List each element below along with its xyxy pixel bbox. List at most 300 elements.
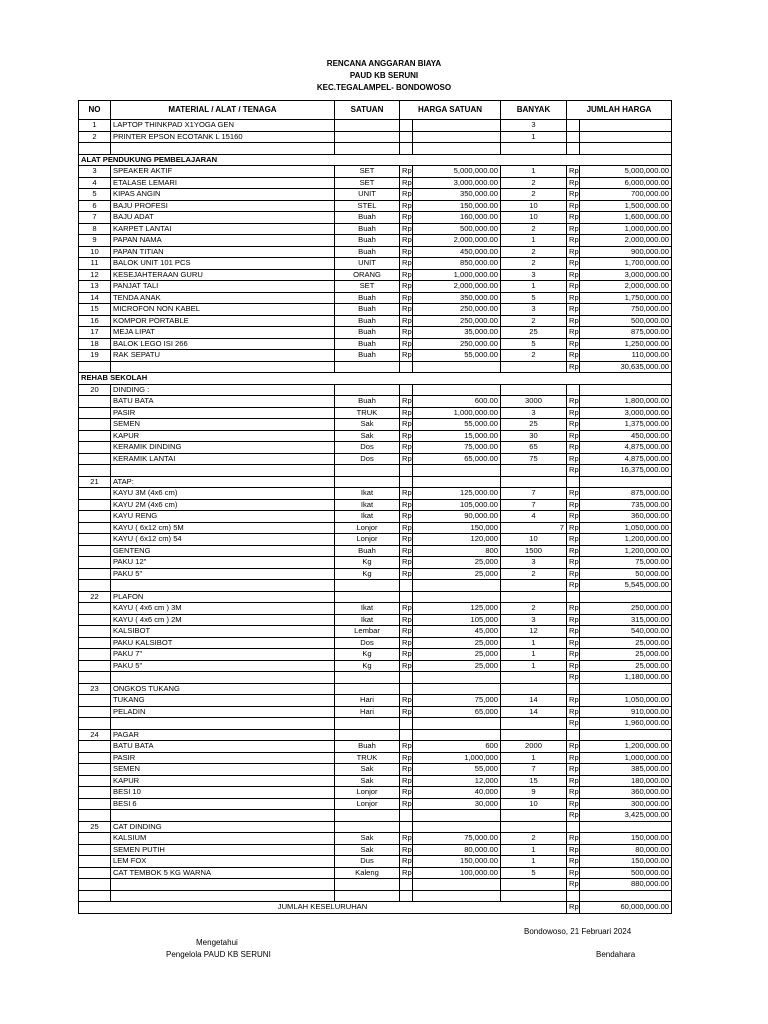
subtotal-value: 1,960,000.00 [580,718,672,730]
item-name: SEMEN [111,764,335,776]
item-quantity: 1 [501,281,567,293]
currency-cell: Rp [400,338,413,350]
item-quantity: 1 [501,752,567,764]
currency-cell [400,683,413,695]
item-unit: Buah [335,235,400,247]
row-number [79,396,111,408]
currency-cell [567,476,580,488]
item-total: 750,000.00 [580,304,672,316]
item-quantity: 3 [501,304,567,316]
col-header-quantity: BANYAK [501,101,567,120]
item-unit: Sak [335,775,400,787]
col-header-material: MATERIAL / ALAT / TENAGA [111,101,335,120]
table-row [79,453,672,465]
table-row [79,120,672,132]
item-quantity: 1 [501,649,567,661]
item-name: PAKU 5" [111,660,335,672]
table-row [79,131,672,143]
row-number [79,810,111,822]
item-total: 1,050,000.00 [580,695,672,707]
item-unit: Buah [335,741,400,753]
item-quantity: 1 [501,660,567,672]
currency-cell [400,729,413,741]
item-unit: TRUK [335,752,400,764]
item-total: 450,000.00 [580,430,672,442]
currency-cell: Rp [567,660,580,672]
empty-cell [79,890,111,902]
item-unit-price: 250,000.00 [413,315,501,327]
item-total: 110,000.00 [580,350,672,362]
item-unit: Lonjor [335,787,400,799]
currency-cell: Rp [400,292,413,304]
currency-cell: Rp [400,545,413,557]
item-name: BAJU PROFESI [111,200,335,212]
currency-cell: Rp [567,269,580,281]
item-name: LAPTOP THINKPAD X1YOGA GEN [111,120,335,132]
subtotal-value: 30,635,000.00 [580,361,672,373]
currency-cell: Rp [400,212,413,224]
item-quantity: 7 [501,522,567,534]
empty-cell [501,143,567,155]
item-unit-price [413,131,501,143]
item-unit: Buah [335,292,400,304]
item-quantity [501,729,567,741]
item-unit: UNIT [335,189,400,201]
item-quantity [501,476,567,488]
item-quantity: 7 [501,488,567,500]
section-title: REHAB SEKOLAH [79,373,672,385]
row-number: 8 [79,223,111,235]
item-name: BESI 10 [111,787,335,799]
item-name: BALOK LEGO ISI 266 [111,338,335,350]
currency-cell: Rp [567,580,580,592]
currency-cell [567,729,580,741]
currency-cell: Rp [400,511,413,523]
item-unit-price: 75,000.00 [413,442,501,454]
currency-cell: Rp [567,258,580,270]
item-name: KAYU ( 6x12 cm) 5M [111,522,335,534]
item-name: PLAFON [111,591,335,603]
item-name: LEM FOX [111,856,335,868]
currency-cell: Rp [400,660,413,672]
item-quantity: 9 [501,787,567,799]
item-unit-price: 150,000.00 [413,856,501,868]
currency-cell: Rp [400,752,413,764]
item-quantity: 3 [501,120,567,132]
currency-cell: Rp [567,752,580,764]
table-row [79,798,672,810]
row-number [79,603,111,615]
currency-cell: Rp [567,419,580,431]
item-unit: Lonjor [335,534,400,546]
currency-cell: Rp [400,430,413,442]
subtotal-row [79,465,672,477]
item-name: KAYU ( 4x6 cm ) 3M [111,603,335,615]
item-name: KAYU 2M (4x6 cm) [111,499,335,511]
row-number [79,637,111,649]
item-unit-price: 55,000.00 [413,350,501,362]
currency-cell: Rp [400,269,413,281]
item-quantity: 14 [501,706,567,718]
item-unit-price: 800 [413,545,501,557]
item-name [111,361,335,373]
currency-cell: Rp [400,177,413,189]
item-quantity: 7 [501,499,567,511]
item-unit-price: 350,000.00 [413,292,501,304]
row-number [79,511,111,523]
item-total: 360,000.00 [580,511,672,523]
item-total: 1,700,000.00 [580,258,672,270]
item-unit: Ikat [335,488,400,500]
item-name: CAT DINDING [111,821,335,833]
currency-cell [400,384,413,396]
table-row [79,407,672,419]
row-number: 19 [79,350,111,362]
table-row [79,695,672,707]
subtotal-row [79,718,672,730]
currency-cell: Rp [567,361,580,373]
empty-cell [400,143,413,155]
row-number [79,499,111,511]
item-unit-price: 75,000 [413,695,501,707]
item-total: 25,000.00 [580,660,672,672]
item-quantity [501,672,567,684]
item-unit: Kg [335,649,400,661]
currency-cell: Rp [400,246,413,258]
table-row [79,200,672,212]
currency-cell: Rp [400,603,413,615]
row-number: 4 [79,177,111,189]
col-header-unit: SATUAN [335,101,400,120]
item-name: PANJAT TALI [111,281,335,293]
item-unit-price: 90,000.00 [413,511,501,523]
item-quantity: 10 [501,534,567,546]
currency-cell [400,810,413,822]
item-unit-price: 600.00 [413,396,501,408]
item-unit: Dos [335,453,400,465]
currency-cell: Rp [567,775,580,787]
row-number [79,442,111,454]
table-body [79,120,672,914]
table-row [79,327,672,339]
item-quantity [501,384,567,396]
table-row [79,476,672,488]
row-number [79,430,111,442]
row-number: 16 [79,315,111,327]
row-number: 22 [79,591,111,603]
currency-cell: Rp [400,258,413,270]
item-unit: Lonjor [335,522,400,534]
section-header-row [79,373,672,385]
subtotal-value: 1,180,000.00 [580,672,672,684]
row-number [79,419,111,431]
currency-cell: Rp [400,706,413,718]
currency-cell: Rp [400,787,413,799]
table-row [79,637,672,649]
item-quantity: 5 [501,292,567,304]
item-unit-price: 1,000,000 [413,752,501,764]
item-total: 25,000.00 [580,637,672,649]
row-number: 2 [79,131,111,143]
currency-cell: Rp [400,798,413,810]
table-row [79,856,672,868]
table-row [79,614,672,626]
currency-cell: Rp [567,637,580,649]
item-name: TUKANG [111,695,335,707]
currency-cell: Rp [400,223,413,235]
item-name: PAGAR [111,729,335,741]
item-total: 1,375,000.00 [580,419,672,431]
item-name: BAJU ADAT [111,212,335,224]
item-unit-price: 25,000 [413,637,501,649]
row-number [79,867,111,879]
item-name: GENTENG [111,545,335,557]
item-quantity: 3 [501,614,567,626]
currency-cell: Rp [567,522,580,534]
table-row [79,591,672,603]
item-quantity: 10 [501,200,567,212]
item-total [580,729,672,741]
item-unit-price: 25,000 [413,568,501,580]
row-number [79,361,111,373]
currency-cell: Rp [400,281,413,293]
item-unit-price: 500,000.00 [413,223,501,235]
empty-cell [413,890,501,902]
currency-cell: Rp [567,407,580,419]
row-number [79,453,111,465]
table-row [79,545,672,557]
manager-title: Pengelola PAUD KB SERUNI [166,950,271,959]
item-quantity: 2 [501,223,567,235]
treasurer-title: Bendahara [596,950,636,959]
table-row [79,833,672,845]
item-quantity: 1 [501,856,567,868]
currency-cell [567,131,580,143]
item-quantity [501,465,567,477]
budget-table [78,100,672,914]
item-unit [335,729,400,741]
item-quantity: 14 [501,695,567,707]
item-total [580,384,672,396]
item-name: SEMEN [111,419,335,431]
currency-cell: Rp [567,626,580,638]
item-name: BATU BATA [111,741,335,753]
currency-cell: Rp [400,695,413,707]
item-quantity: 7 [501,764,567,776]
table-row [79,821,672,833]
currency-cell: Rp [567,430,580,442]
item-quantity: 1 [501,637,567,649]
currency-cell: Rp [400,235,413,247]
table-row [79,223,672,235]
table-row [79,419,672,431]
row-number: 1 [79,120,111,132]
currency-cell: Rp [400,534,413,546]
empty-cell [335,143,400,155]
empty-cell [111,143,335,155]
currency-cell [567,384,580,396]
currency-cell: Rp [567,718,580,730]
table-row [79,350,672,362]
item-quantity: 1500 [501,545,567,557]
table-row [79,281,672,293]
item-unit-price: 125,000.00 [413,488,501,500]
item-unit-price [413,476,501,488]
item-unit: Ikat [335,511,400,523]
currency-cell: Rp [400,637,413,649]
currency-cell: Rp [400,649,413,661]
item-unit: Sak [335,764,400,776]
item-name: PASIR [111,407,335,419]
blank-row [79,143,672,155]
item-name: KALSIBOT [111,626,335,638]
item-unit: Sak [335,833,400,845]
item-unit [335,821,400,833]
item-unit-price: 25,000 [413,557,501,569]
currency-cell: Rp [567,166,580,178]
row-number: 20 [79,384,111,396]
item-unit-price: 30,000 [413,798,501,810]
item-quantity: 75 [501,453,567,465]
currency-cell: Rp [400,166,413,178]
item-quantity [501,580,567,592]
empty-cell [400,890,413,902]
item-total: 910,000.00 [580,706,672,718]
row-number [79,844,111,856]
row-number [79,465,111,477]
currency-cell: Rp [400,350,413,362]
row-number [79,649,111,661]
table-row [79,396,672,408]
currency-cell: Rp [400,844,413,856]
item-unit-price: 850,000.00 [413,258,501,270]
item-quantity [501,591,567,603]
row-number: 13 [79,281,111,293]
item-total: 5,000,000.00 [580,166,672,178]
item-total: 80,000.00 [580,844,672,856]
currency-cell: Rp [400,315,413,327]
item-quantity: 1 [501,166,567,178]
currency-cell: Rp [400,189,413,201]
item-total: 50,000.00 [580,568,672,580]
item-total: 385,000.00 [580,764,672,776]
item-unit: Lonjor [335,798,400,810]
item-name: KAYU ( 6x12 cm) 54 [111,534,335,546]
item-unit-price: 1,000,000.00 [413,269,501,281]
item-unit-price: 120,000 [413,534,501,546]
currency-cell [567,591,580,603]
item-total: 75,000.00 [580,557,672,569]
item-total: 300,000.00 [580,798,672,810]
row-number: 11 [79,258,111,270]
item-name: KAYU ( 4x6 cm ) 2M [111,614,335,626]
currency-cell: Rp [567,200,580,212]
currency-cell: Rp [567,603,580,615]
currency-cell: Rp [567,453,580,465]
item-name: KIPAS ANGIN [111,189,335,201]
currency-cell: Rp [567,545,580,557]
currency-cell [400,580,413,592]
section-title: ALAT PENDUKUNG PEMBELAJARAN [79,154,672,166]
currency-cell: Rp [567,235,580,247]
item-unit: Hari [335,695,400,707]
item-unit: Buah [335,315,400,327]
currency-cell: Rp [400,741,413,753]
row-number: 12 [79,269,111,281]
item-unit-price: 25,000 [413,660,501,672]
table-row [79,315,672,327]
item-unit: Dus [335,856,400,868]
item-unit: Buah [335,350,400,362]
item-unit-price: 3,000,000.00 [413,177,501,189]
item-unit-price [413,821,501,833]
table-row [79,384,672,396]
table-row [79,499,672,511]
row-number: 21 [79,476,111,488]
item-quantity: 10 [501,212,567,224]
table-row [79,430,672,442]
currency-cell: Rp [567,246,580,258]
currency-cell: Rp [400,856,413,868]
item-unit [335,718,400,730]
item-unit-price: 80,000.00 [413,844,501,856]
item-unit [335,580,400,592]
item-unit-price: 65,000.00 [413,453,501,465]
row-number [79,545,111,557]
grand-total-label: JUMLAH KESELURUHAN [79,902,567,914]
item-unit: Buah [335,304,400,316]
empty-cell [580,890,672,902]
currency-cell: Rp [567,292,580,304]
row-number: 7 [79,212,111,224]
item-name [111,718,335,730]
currency-cell [567,120,580,132]
currency-cell: Rp [567,833,580,845]
item-total: 2,000,000.00 [580,235,672,247]
subtotal-value: 3,425,000.00 [580,810,672,822]
item-total: 1,800,000.00 [580,396,672,408]
item-quantity: 1 [501,235,567,247]
item-name: RAK SEPATU [111,350,335,362]
item-unit-price [413,718,501,730]
empty-cell [567,890,580,902]
item-quantity: 25 [501,419,567,431]
item-quantity: 3 [501,269,567,281]
item-quantity: 5 [501,338,567,350]
currency-cell: Rp [400,833,413,845]
item-unit: Buah [335,212,400,224]
currency-cell [567,821,580,833]
item-quantity: 2 [501,568,567,580]
empty-cell [567,143,580,155]
empty-cell [580,143,672,155]
table-row [79,258,672,270]
item-name: PRINTER EPSON ECOTANK L 15160 [111,131,335,143]
item-name: KOMPOR PORTABLE [111,315,335,327]
item-total: 4,875,000.00 [580,442,672,454]
row-number: 9 [79,235,111,247]
item-unit-price [413,580,501,592]
item-unit: STEL [335,200,400,212]
item-quantity [501,879,567,891]
item-unit: Sak [335,430,400,442]
item-total: 700,000.00 [580,189,672,201]
item-unit: Buah [335,327,400,339]
item-name: TENDA ANAK [111,292,335,304]
row-number [79,557,111,569]
item-name: MEJA LIPAT [111,327,335,339]
item-unit-price: 100,000.00 [413,867,501,879]
